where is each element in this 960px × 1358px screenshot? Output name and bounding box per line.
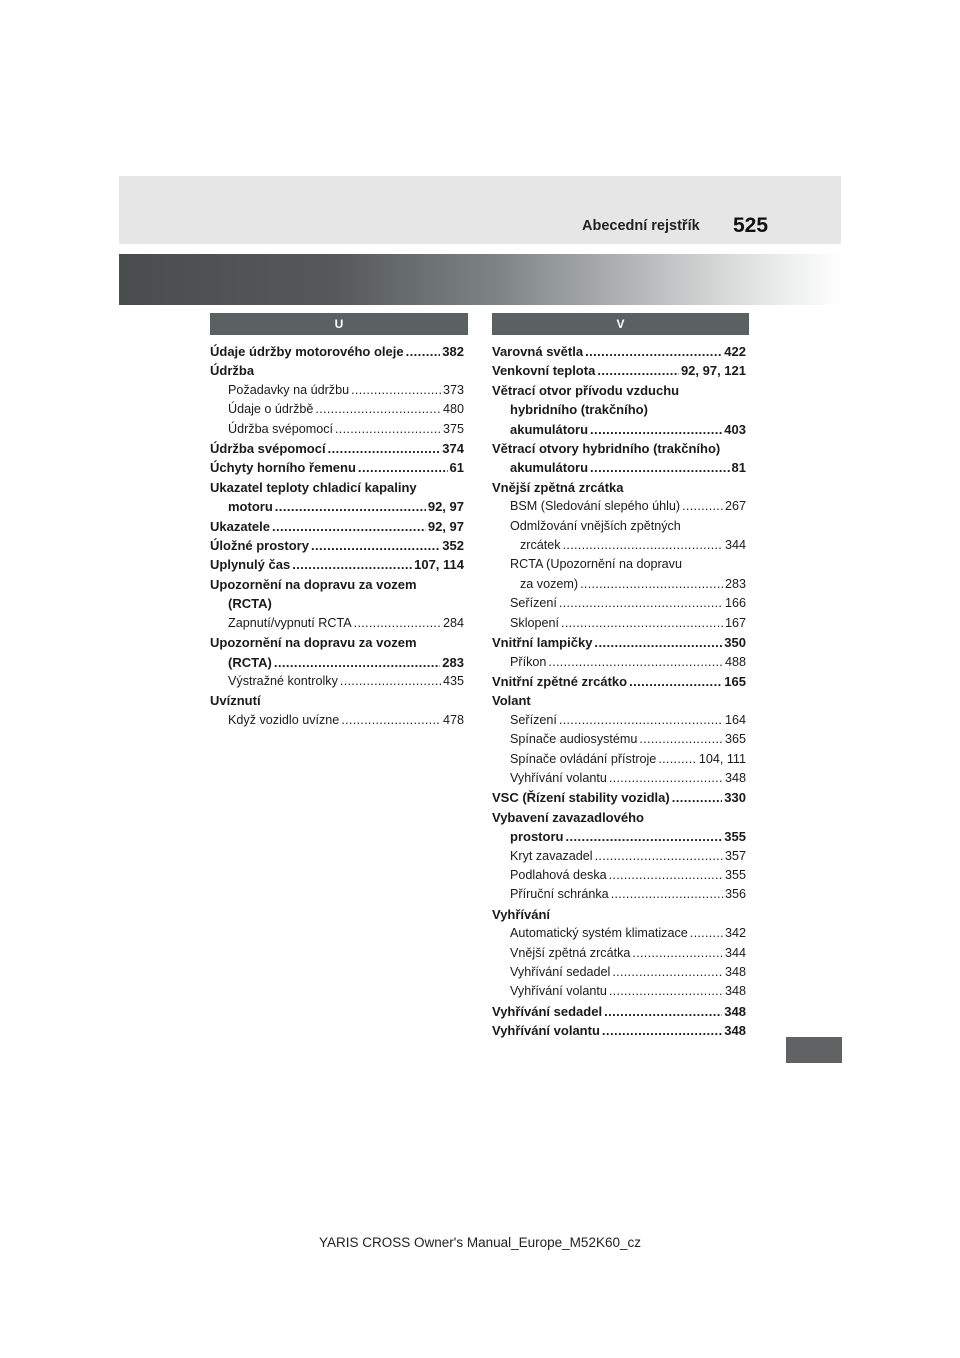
index-entry-page: 357 [724, 848, 746, 863]
index-entry-term: Příkon [510, 654, 547, 669]
dot-leader [597, 361, 679, 380]
index-entry-term: Volant [492, 693, 531, 709]
index-entry [492, 614, 746, 633]
index-entry-page: 167 [724, 615, 746, 630]
index-entry [492, 594, 746, 613]
index-entry-term: Vyhřívání volantu [510, 984, 607, 999]
footer-manual-id: YARIS CROSS Owner's Manual_Europe_M52K60_cz [319, 1235, 641, 1250]
index-entry [492, 575, 746, 594]
dot-leader [559, 594, 723, 613]
index-entry-page: 348 [724, 1003, 746, 1019]
dot-leader [690, 924, 723, 943]
index-entry-page: 92, 97 [427, 499, 464, 515]
index-entry [492, 536, 746, 555]
index-entry [492, 885, 746, 904]
index-entry [492, 1021, 746, 1040]
index-entry [210, 400, 464, 419]
index-entry-term: RCTA (Upozornění na dopravu [510, 557, 682, 572]
dot-leader [612, 963, 723, 982]
index-entry-term: motoru [228, 499, 273, 515]
index-entry-page: 352 [442, 538, 464, 554]
index-entry [492, 982, 746, 1001]
dot-leader [561, 614, 723, 633]
index-entry-page: 355 [724, 867, 746, 882]
index-entry-term: Větrací otvor přívodu vzduchu [492, 382, 680, 398]
index-entry-term: akumulátoru [510, 460, 589, 476]
index-entry-term: Vyhřívání sedadel [492, 1003, 603, 1019]
index-entry-term: Vyhřívání volantu [492, 1023, 600, 1039]
index-entry-page: 355 [724, 829, 746, 845]
index-entry [492, 497, 746, 516]
index-entry-page: 330 [724, 790, 746, 806]
index-entry [210, 711, 464, 730]
index-entry [210, 478, 464, 497]
dot-leader [590, 458, 730, 477]
dot-leader [559, 711, 723, 730]
index-entry-term: Zapnutí/vypnutí RCTA [228, 615, 352, 630]
index-entry-term: Úložné prostory [210, 538, 309, 554]
index-entry-term: Kryt zavazadel [510, 848, 593, 863]
dot-leader [292, 555, 412, 574]
index-entry [210, 361, 464, 380]
dot-leader [340, 672, 441, 691]
decorative-gradient-band [119, 254, 841, 305]
index-entry [492, 905, 746, 924]
dot-leader [672, 788, 723, 807]
index-entry-term: Ukazatel teploty chladicí kapaliny [210, 479, 417, 495]
index-entry-page: 164 [724, 712, 746, 727]
index-entry-term: Údaje o údržbě [228, 402, 314, 417]
index-entry [210, 691, 464, 710]
index-entry [492, 944, 746, 963]
index-entry [210, 497, 464, 516]
dot-leader [595, 847, 723, 866]
index-entry [492, 517, 746, 536]
index-entry [210, 381, 464, 400]
index-entry-page: 344 [724, 945, 746, 960]
index-entry-term: Příruční schránka [510, 887, 609, 902]
index-entry-term: Vnější zpětná zrcátka [510, 945, 631, 960]
dot-leader [315, 400, 441, 419]
index-entry [492, 847, 746, 866]
letter-header-u: U [210, 313, 468, 335]
index-entry [492, 808, 746, 827]
index-entry-term: Spínače audiosystému [510, 732, 638, 747]
index-entry [210, 575, 464, 594]
index-entry-page: 478 [442, 712, 464, 727]
index-entry-term: Ukazatele [210, 518, 270, 534]
index-entry [210, 594, 464, 613]
index-entry [492, 963, 746, 982]
index-entry-page: 284 [442, 615, 464, 630]
index-entry-term: Úchyty horního řemenu [210, 460, 356, 476]
index-entry [492, 633, 746, 652]
index-entry-term: (RCTA) [228, 654, 272, 670]
index-entry-term: prostoru [510, 829, 564, 845]
index-entry [210, 672, 464, 691]
index-entry [492, 439, 746, 458]
index-entry-term: VSC (Řízení stability vozidla) [492, 790, 670, 806]
index-entry [492, 361, 746, 380]
index-entry [492, 420, 746, 439]
dot-leader [335, 420, 441, 439]
index-entry-term: Údržba [210, 363, 255, 379]
index-entry-term: Podlahová deska [510, 867, 607, 882]
index-entry-page: 480 [442, 402, 464, 417]
index-entry-term: Požadavky na údržbu [228, 382, 350, 397]
section-title: Abecední rejstřík [582, 218, 700, 234]
index-entry-term: Větrací otvory hybridního (trakčního) [492, 441, 721, 457]
index-entry-page: 375 [442, 421, 464, 436]
index-entry [210, 633, 464, 652]
index-entry [210, 439, 464, 458]
dot-leader [585, 342, 722, 361]
dot-leader [604, 1002, 722, 1021]
dot-leader [609, 982, 723, 1001]
dot-leader [272, 517, 426, 536]
dot-leader [563, 536, 723, 555]
index-entry [492, 400, 746, 419]
dot-leader [341, 711, 441, 730]
index-entry [492, 672, 746, 691]
index-entry-page: 403 [724, 421, 746, 437]
index-entry-term: za vozem) [520, 576, 579, 591]
page-number: 525 [733, 214, 769, 237]
dot-leader [311, 536, 440, 555]
index-entry-term: Vnější zpětná zrcátka [492, 479, 624, 495]
dot-leader [358, 458, 448, 477]
index-entry-term: Upozornění na dopravu za vozem [210, 635, 417, 651]
index-entry [492, 750, 746, 769]
index-entry [492, 653, 746, 672]
index-entry-page: 81 [731, 460, 746, 476]
index-entry-page: 348 [724, 984, 746, 999]
index-entry-page: 283 [724, 576, 746, 591]
index-entry-page: 373 [442, 382, 464, 397]
dot-leader [609, 769, 723, 788]
index-entry-page: 344 [724, 538, 746, 553]
dot-leader [328, 439, 441, 458]
index-entry [492, 1002, 746, 1021]
dot-leader [275, 497, 426, 516]
index-entry-term: Údržba svépomocí [210, 441, 326, 457]
index-entry [492, 711, 746, 730]
dot-leader [565, 827, 722, 846]
dot-leader [594, 633, 722, 652]
index-entry [492, 381, 746, 400]
index-entry [492, 827, 746, 846]
index-entry-page: 348 [724, 770, 746, 785]
index-entry-page: 107, 114 [414, 557, 464, 573]
index-entry [210, 614, 464, 633]
dot-leader [611, 885, 723, 904]
index-entry-page: 104, 111 [698, 751, 746, 766]
index-entry-page: 365 [724, 732, 746, 747]
index-entry-term: Údržba svépomocí [228, 421, 333, 436]
dot-leader [632, 944, 723, 963]
index-entry-term: BSM (Sledování slepého úhlu) [510, 499, 681, 514]
index-entry-term: Automatický systém klimatizace [510, 926, 688, 941]
index-entry-term: Vnitřní zpětné zrcátko [492, 673, 628, 689]
index-entry-term: Uplynulý čas [210, 557, 291, 573]
index-entry-page: 356 [724, 887, 746, 902]
index-entry-page: 61 [449, 460, 464, 476]
dot-leader [639, 730, 723, 749]
dot-leader [629, 672, 722, 691]
index-entry-page: 348 [724, 965, 746, 979]
index-entry [210, 555, 464, 574]
index-entry [492, 769, 746, 788]
index-entry [210, 342, 464, 361]
index-entry-page: 374 [442, 441, 464, 457]
dot-leader [274, 653, 440, 672]
index-entry-page: 348 [724, 1023, 746, 1039]
index-entry [492, 788, 746, 807]
index-entry [210, 458, 464, 477]
dot-leader [548, 653, 723, 672]
index-entry-term: (RCTA) [228, 596, 272, 612]
index-entry [210, 653, 464, 672]
index-entry [210, 420, 464, 439]
dot-leader [658, 750, 697, 769]
index-column-u [210, 342, 464, 730]
dot-leader [609, 866, 723, 885]
index-entry-page: 382 [442, 344, 464, 359]
chapter-tab-marker [786, 1037, 842, 1063]
index-entry-term: Uvíznutí [210, 693, 261, 709]
index-entry-term: Varovná světla [492, 344, 584, 359]
index-entry-page: 350 [724, 635, 746, 651]
index-entry-term: Vybavení zavazadlového [492, 809, 644, 825]
index-entry [210, 536, 464, 555]
index-entry-page: 92, 97, 121 [680, 363, 746, 379]
index-entry-term: Spínače ovládání přístroje [510, 751, 657, 766]
index-entry-page: 267 [724, 499, 746, 514]
index-entry-page: 342 [724, 926, 746, 941]
index-entry [492, 730, 746, 749]
index-entry [492, 478, 746, 497]
dot-leader [590, 420, 722, 439]
index-entry-page: 435 [442, 673, 464, 688]
index-entry-term: akumulátoru [510, 421, 589, 437]
index-entry [492, 458, 746, 477]
index-entry-term: Údaje údržby motorového oleje [210, 344, 404, 359]
index-entry [492, 691, 746, 710]
index-entry-page: 166 [724, 596, 746, 611]
index-entry-page: 422 [724, 344, 746, 359]
index-entry-term: Vnitřní lampičky [492, 635, 593, 651]
index-entry-term: hybridního (trakčního) [510, 402, 648, 418]
index-entry [210, 517, 464, 536]
index-entry-term: Sklopení [510, 615, 560, 630]
dot-leader [351, 381, 441, 400]
index-entry-term: Venkovní teplota [492, 363, 596, 379]
index-entry-page: 283 [442, 654, 464, 670]
index-entry-term: Vyhřívání volantu [510, 770, 607, 785]
index-entry [492, 555, 746, 574]
dot-leader [580, 575, 723, 594]
index-entry-term: Seřízení [510, 712, 557, 727]
index-entry-page: 165 [724, 673, 746, 689]
dot-leader [602, 1021, 722, 1040]
index-entry [492, 342, 746, 361]
index-entry-term: Seřízení [510, 596, 557, 611]
dot-leader [406, 342, 441, 361]
index-entry-term: Odmlžování vnějších zpětných [510, 518, 681, 533]
dot-leader [354, 614, 441, 633]
index-entry-term: Výstražné kontrolky [228, 673, 338, 688]
index-entry-page: 488 [724, 654, 746, 669]
index-entry-term: Vyhřívání sedadel [510, 965, 611, 979]
index-entry-page: 92, 97 [427, 518, 464, 534]
index-entry-term: Když vozidlo uvízne [228, 712, 340, 727]
letter-header-v: V [492, 313, 749, 335]
index-entry-term: Vyhřívání [492, 906, 551, 922]
index-entry [492, 866, 746, 885]
index-entry-term: zrcátek [520, 538, 561, 553]
index-entry-term: Upozornění na dopravu za vozem [210, 576, 417, 592]
index-entry [492, 924, 746, 943]
index-column-v [492, 342, 746, 1041]
dot-leader [682, 497, 723, 516]
